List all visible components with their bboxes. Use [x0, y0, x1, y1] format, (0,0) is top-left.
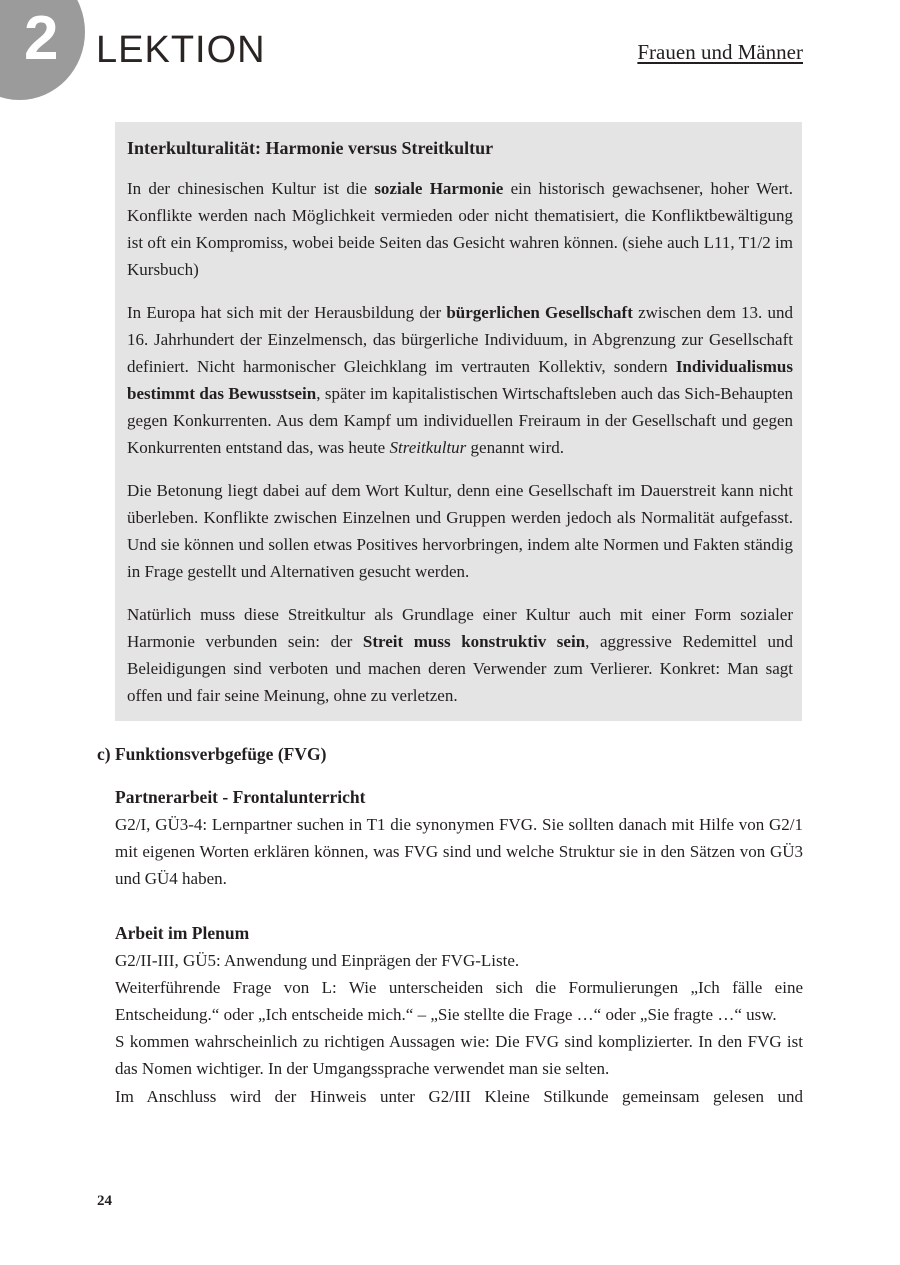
page-header — [0, 0, 900, 122]
text-run: Die Betonung liegt dabei auf dem Wort Kultur, denn eine Gesellschaft im Dauerstreit kann nicht überleben. Konflikte zwischen Einzelnen und Gruppen werden jedoch als Normalität aufgefasst. Und sie können und sollen etwas Positives hervorbringen, indem alte Normen und Fakten ständig in Frage gestellt und Alternativen gesucht werden. — [127, 481, 793, 581]
bold-text-run: soziale Harmonie — [374, 179, 504, 198]
lesson-number: 2 — [24, 4, 59, 73]
text-run: , später im kapitalistischen Wirtschaftsleben auch das Sich-Behaupten gegen Konkurrenten. Aus dem Kampf um individuellen Freiraum in der Gesellschaft und gegen Konkurrenten entstand das, was heute — [127, 384, 793, 457]
bold-text-run: bürgerlichen Gesellschaft — [446, 303, 633, 322]
section-body — [115, 784, 803, 1110]
text-run: genannt wird. — [466, 438, 565, 457]
text-run: In Europa hat sich mit der Herausbildung der — [127, 303, 447, 322]
subsection-paragraph: G2/II-III, GÜ5: Anwendung und Einprägen der FVG-Liste. — [115, 950, 520, 970]
page-content — [0, 122, 900, 1110]
text-run: zwischen dem 13. und 16. Jahrhundert der Einzelmensch, das bürgerliche Individuum, in Abgrenzung zur Gesellschaft definiert. Nicht harmonischer Gleichklang im vertrauten Kollektiv, sondern — [127, 303, 794, 376]
intercultural-infobox — [115, 122, 802, 721]
infobox-paragraph — [127, 175, 793, 283]
bold-text-run: Streit muss konstruktiv sein — [362, 632, 586, 651]
lesson-label: LEKTION — [96, 29, 266, 71]
subsection-paragraph: G2/I, GÜ3-4: Lernpartner suchen in T1 die synonymen FVG. Sie sollten danach mit Hilfe von G2/1 mit eigenen Worten erklären können, was FVG sind und welche Struktur sie in den Sätzen von GÜ3 und GÜ4 haben. — [115, 815, 803, 889]
infobox-paragraph — [127, 299, 793, 461]
subsection-paragraph: S kommen wahrscheinlich zu richtigen Aussagen wie: Die FVG sind komplizierter. In den FVG ist das Nomen wichtiger. In der Umgangssprache verwendet man sie selten. — [115, 1032, 803, 1079]
subsection-heading-partnerarbeit: Partnerarbeit - Frontalunterricht — [115, 787, 366, 807]
section-heading-fvg: c) Funktionsverbgefüge (FVG) — [97, 744, 327, 764]
page-number: 24 — [97, 1193, 112, 1209]
subsection-paragraph: Weiterführende Frage von L: Wie unterscheiden sich die Formulierungen „Ich fälle eine Entscheidung.“ oder „Ich entscheide mich.“ – „Sie stellte die Frage …“ oder „Sie fragte …“ usw. — [115, 977, 803, 1025]
bold-text-run: Individualismus bestimmt das Bewusstsein — [127, 357, 793, 403]
subsection-paragraph: Im Anschluss wird der Hinweis unter G2/III Kleine Stilkunde gemeinsam gelesen und — [115, 1086, 803, 1106]
text-run: Natürlich muss diese Streitkultur als Grundlage einer Kultur auch mit einer Form sozialer Harmonie verbunden sein: der — [127, 605, 793, 651]
infobox-paragraph — [127, 477, 793, 585]
infobox-title: Interkulturalität: Harmonie versus Streitkultur — [127, 138, 494, 158]
text-run: , aggressive Redemittel und Beleidigungen sind verboten und machen deren Verwender zum Verlierer. Konkret: Man sagt offen und fair seine Meinung, ohne zu verletzen. — [127, 632, 794, 705]
italic-text-run: Streitkultur — [389, 438, 467, 457]
running-title: Frauen und Männer — [637, 40, 803, 64]
text-run: ein historisch gewachsener, hoher Wert. Konflikte werden nach Möglichkeit vermieden oder nicht thematisiert, die Konfliktbewältigung ist oft ein Kompromiss, wobei beide Seiten das Gesicht wahren können. (siehe auch L11, T1/2 im Kursbuch) — [127, 179, 793, 279]
text-run: In der chinesischen Kultur ist die — [127, 179, 375, 198]
infobox-paragraph — [127, 601, 793, 709]
subsection-heading-plenum: Arbeit im Plenum — [115, 922, 250, 943]
